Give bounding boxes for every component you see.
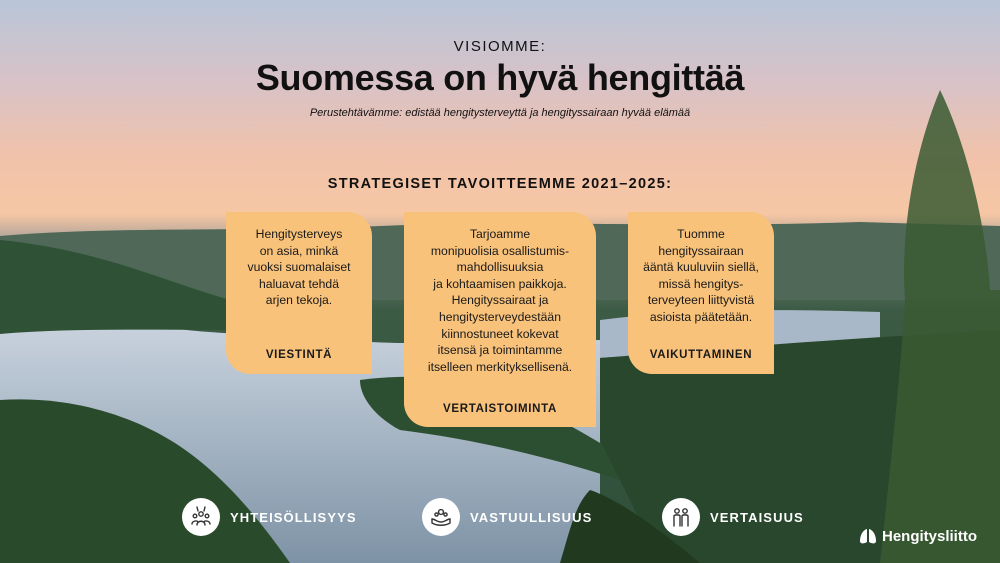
value-peer-equality (662, 497, 804, 537)
goal-card-text: Tarjoamme monipuolisia osallistumis- mahdollisuuksia ja kohtaamisen paikkoja. Hengityssairaat ja hengitysterveydestään kiinnostuneet kokevat itsensä ja toimintamme itselleen merkityksellisenä. (427, 227, 573, 374)
goal-card-label: VERTAISTOIMINTA (443, 403, 557, 415)
brand-name: Hengitysliitto (882, 527, 978, 545)
value-community (182, 497, 357, 537)
goal-card-text: Tuomme hengityssairaan ääntä kuuluviin siellä, missä hengitys- terveyteen liittyvistä asioista päätetään. (643, 227, 759, 324)
goal-card-text: Hengitysterveys on asia, minkä vuoksi suomalaiset haluavat tehdä arjen tekoja. (247, 227, 351, 308)
mission-subtitle: Perustehtävämme: edistää hengitysterveyttä ja hengityssairaan hyvää elämää (309, 107, 691, 119)
value-label: YHTEISÖLLISYYS (230, 509, 357, 525)
goal-card-advocacy (628, 212, 774, 374)
goal-card-label: VAIKUTTAMINEN (649, 349, 753, 361)
people-raising-hands-icon (182, 498, 220, 536)
lungs-logo-icon (858, 526, 878, 546)
strategic-goals-heading: STRATEGISET TAVOITTEEMME 2021–2025: (327, 176, 673, 192)
caring-hands-icon (422, 498, 460, 536)
value-label: VASTUULLISUUS (470, 509, 593, 525)
value-responsibility (422, 497, 592, 537)
goal-card-label: VIESTINTÄ (265, 349, 333, 361)
header (0, 38, 1000, 119)
page-title: Suomessa on hyvä hengittää (255, 57, 745, 98)
vision-eyebrow: VISIOMME: (453, 38, 547, 55)
two-people-icon (662, 498, 700, 536)
goal-card-communication (226, 212, 372, 374)
value-label: VERTAISUUS (710, 509, 804, 525)
goal-card-peer-activity (404, 212, 596, 427)
brand-logo (858, 526, 977, 546)
